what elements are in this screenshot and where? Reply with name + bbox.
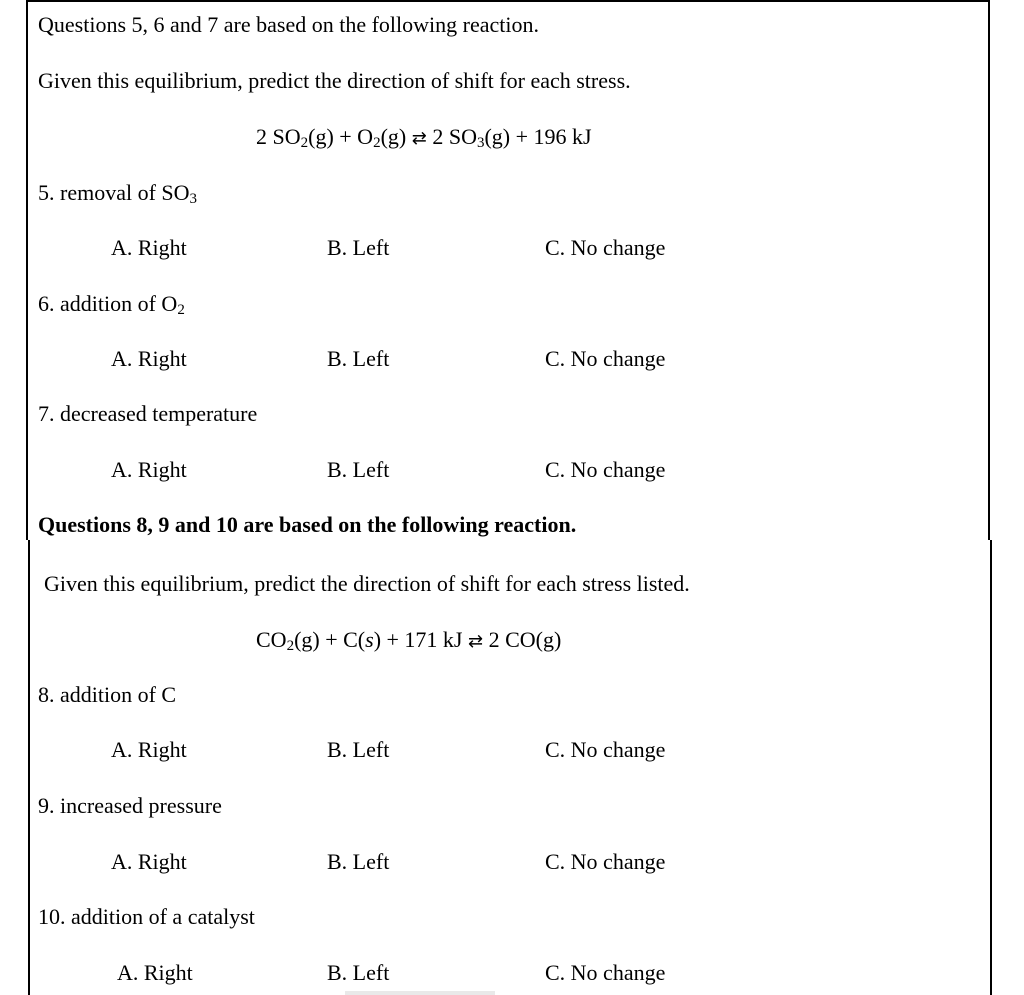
q9-option-b[interactable]: B. Left [327, 849, 390, 874]
q10-option-a[interactable]: A. Right [117, 960, 193, 985]
q10-option-c[interactable]: C. No change [545, 960, 666, 985]
q8-option-a[interactable]: A. Right [111, 737, 187, 762]
q8-option-b[interactable]: B. Left [327, 737, 390, 762]
equilibrium-arrow-icon: ⇄ [411, 128, 427, 149]
q7-option-c[interactable]: C. No change [545, 457, 666, 482]
q7-option-b[interactable]: B. Left [327, 457, 390, 482]
q7-option-a[interactable]: A. Right [111, 457, 187, 482]
q5-option-a[interactable]: A. Right [111, 235, 187, 260]
section1-heading: Questions 5, 6 and 7 are based on the following reaction. [38, 12, 539, 37]
q6-option-a[interactable]: A. Right [111, 346, 187, 371]
question-9: 9. increased pressure [38, 793, 222, 818]
q5-option-c[interactable]: C. No change [545, 235, 666, 260]
q9-option-c[interactable]: C. No change [545, 849, 666, 874]
question-5: 5. removal of $SO_3$ [38, 180, 198, 207]
section1-instruction: Given this equilibrium, predict the direction of shift for each stress. [38, 68, 631, 93]
question-8: 8. addition of C [38, 682, 177, 707]
q6-option-b[interactable]: B. Left [327, 346, 390, 371]
reaction1-equation: 2 $SO_2(g) + O_2(g)$ ⇄ 2 $SO_3(g) + 196$ kJ [256, 124, 592, 151]
question-10: 10. addition of a catalyst [38, 904, 255, 929]
q6-option-c[interactable]: C. No change [545, 346, 666, 371]
q9-option-a[interactable]: A. Right [111, 849, 187, 874]
reaction2-equation: $CO_2(g) + C(s) + 171$ kJ ⇄ 2 CO(g) [256, 627, 562, 654]
section2-heading: Questions 8, 9 and 10 are based on the following reaction. [38, 512, 577, 537]
question-7: 7. decreased temperature [38, 401, 258, 426]
q5-option-b[interactable]: B. Left [327, 235, 390, 260]
section2-instruction: Given this equilibrium, predict the direction of shift for each stress listed. [44, 571, 690, 596]
question-6: 6. addition of $O_2$ [38, 291, 185, 318]
q10-option-b[interactable]: B. Left [327, 960, 390, 985]
scroll-shadow [345, 991, 495, 995]
equilibrium-arrow-icon: ⇄ [467, 631, 484, 652]
q8-option-c[interactable]: C. No change [545, 737, 666, 762]
